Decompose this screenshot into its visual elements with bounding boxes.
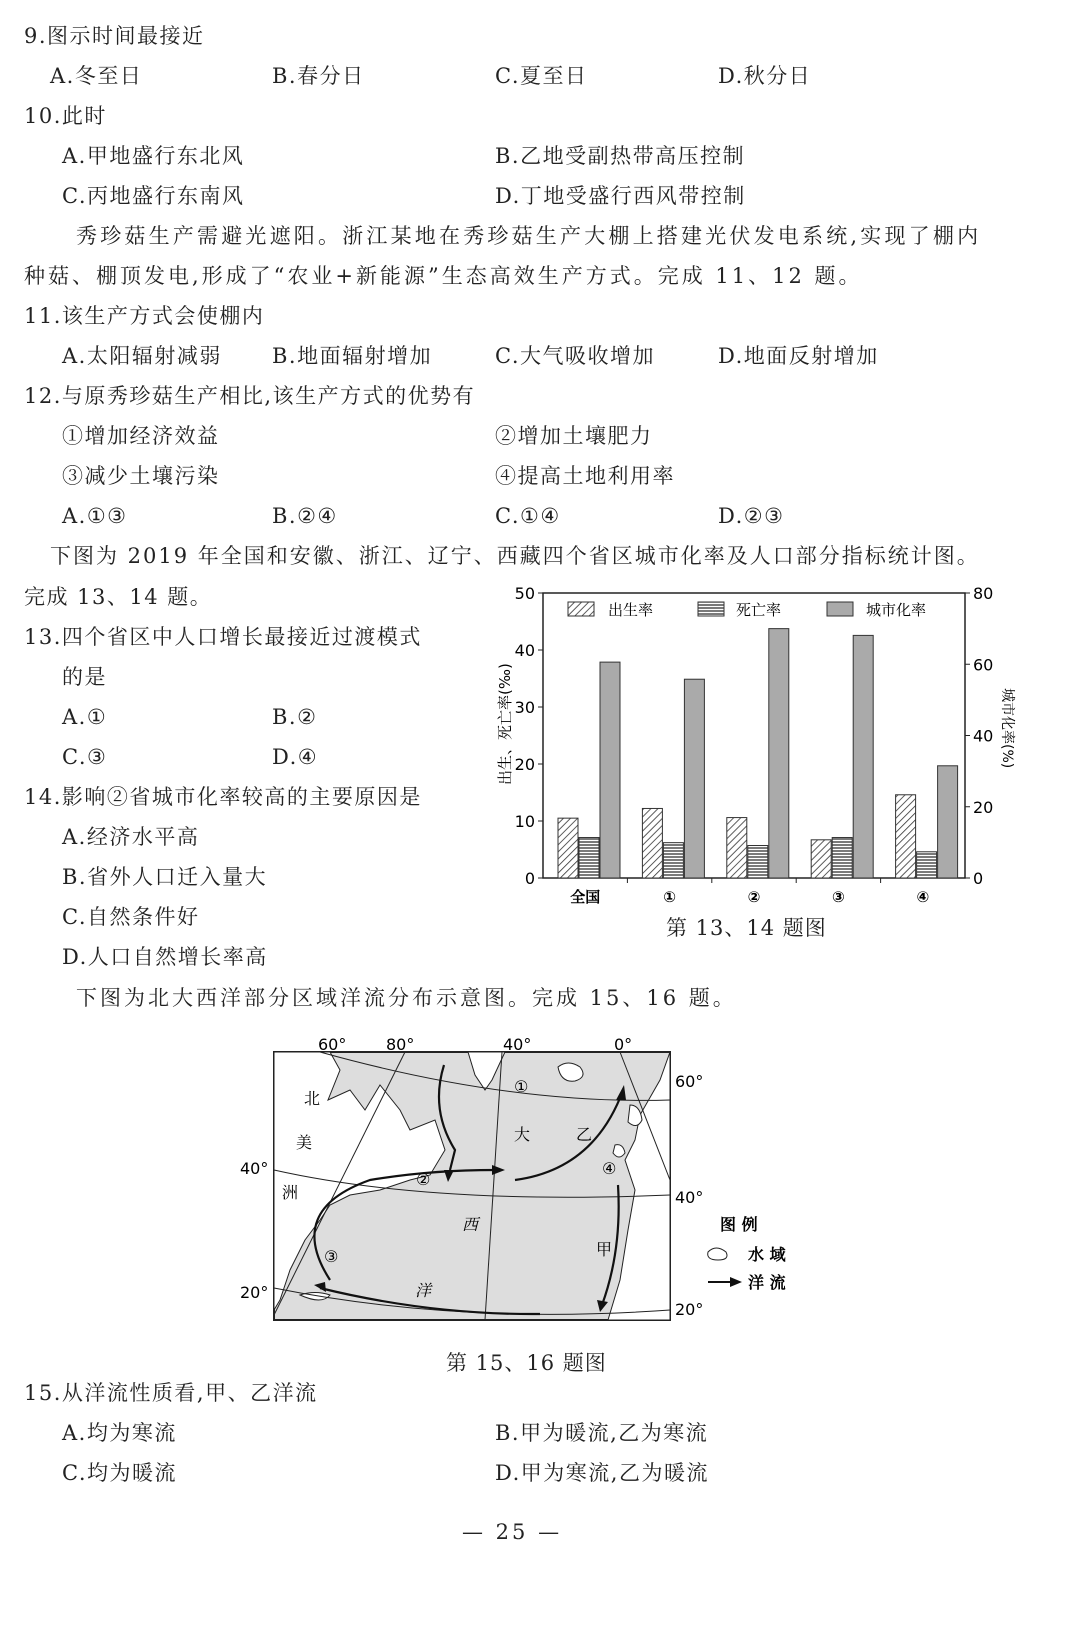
q13-option-c: C.③ [62, 745, 108, 769]
map-legend-water: 水 域 [748, 1245, 786, 1264]
y-tick-label: 10 [514, 812, 535, 831]
q9-option-a: A.冬至日 [50, 64, 143, 88]
lat-label-60: 60° [675, 1072, 704, 1091]
q10-option-d: D.丁地受盛行西风带控制 [495, 184, 746, 208]
q12-item-3: ③减少土壤污染 [62, 464, 220, 488]
y2-tick-label: 40 [973, 726, 994, 746]
q15-option-c: C.均为暖流 [62, 1461, 177, 1485]
q10-stem: 10.此时 [24, 104, 107, 128]
bar-城市化率-① [684, 679, 704, 878]
q13-stem-2: 的是 [62, 665, 107, 689]
lon-label-0: 0° [614, 1035, 633, 1054]
x-tick-label: 全国 [570, 888, 601, 906]
q12-item-2: ②增加土壤肥力 [495, 424, 653, 448]
q14-option-c: C.自然条件好 [62, 905, 200, 929]
marker-2: ② [416, 1170, 431, 1189]
bar-城市化率-全国 [600, 662, 620, 878]
legend-swatch-urban [827, 602, 853, 616]
legend-swatch-death [698, 602, 724, 616]
bar-城市化率-② [769, 629, 789, 878]
q15-stem: 15.从洋流性质看,甲、乙洋流 [24, 1381, 318, 1405]
q12-item-1: ①增加经济效益 [62, 424, 220, 448]
passage2-line1: 下图为 2019 年全国和安徽、浙江、辽宁、西藏四个省区城市化率及人口部分指标统计图。 [50, 544, 980, 568]
q13-option-d: D.④ [272, 745, 319, 769]
q11-option-b: B.地面辐射增加 [272, 344, 433, 368]
bar-出生率-④ [896, 795, 916, 878]
q14-option-a: A.经济水平高 [62, 825, 200, 849]
q9-stem: 9.图示时间最接近 [24, 24, 205, 48]
q10-option-a: A.甲地盛行东北风 [62, 144, 245, 168]
label-mei: 美 [296, 1133, 313, 1152]
lat-label-20-right: 20° [675, 1300, 704, 1319]
x-tick-label: ② [747, 888, 761, 906]
x-tick-label: ③ [832, 888, 845, 906]
legend-death: 死亡率 [736, 601, 782, 619]
q9-option-b: B.春分日 [272, 64, 365, 88]
q9-option-d: D.秋分日 [718, 64, 812, 88]
bar-出生率-① [642, 808, 662, 878]
q12-option-d: D.②③ [718, 504, 785, 528]
chart-caption: 第 13、14 题图 [666, 916, 827, 940]
bar-出生率-全国 [558, 818, 578, 878]
q14-option-b: B.省外人口迁入量大 [62, 865, 268, 889]
x-tick-label: ④ [916, 888, 930, 906]
q14-stem: 14.影响②省城市化率较高的主要原因是 [24, 785, 422, 809]
x-tick-label: ① [663, 888, 676, 906]
y-tick-label: 20 [514, 755, 535, 774]
q11-option-a: A.太阳辐射减弱 [62, 344, 222, 368]
label-zhou: 洲 [282, 1183, 299, 1202]
page-number: — 25 — [462, 1520, 563, 1544]
y2-tick-label: 80 [973, 584, 994, 603]
y2-tick-label: 60 [973, 655, 994, 675]
q9-option-c: C.夏至日 [495, 64, 588, 88]
population-urbanization-chart [490, 580, 1030, 910]
label-yi: 乙 [576, 1125, 593, 1144]
label-da: 大 [514, 1125, 531, 1144]
north-atlantic-currents-map [230, 1030, 830, 1340]
lat-label-20-left: 20° [240, 1283, 269, 1302]
q13-option-b: B.② [272, 705, 318, 729]
q14-option-d: D.人口自然增长率高 [62, 945, 268, 969]
marker-3: ③ [324, 1247, 339, 1266]
q11-option-d: D.地面反射增加 [718, 344, 879, 368]
passage1-line1: 秀珍菇生产需避光遮阳。浙江某地在秀珍菇生产大棚上搭建光伏发电系统,实现了棚内 [76, 224, 982, 248]
map-legend-current: 洋 流 [748, 1273, 786, 1292]
q10-option-c: C.丙地盛行东南风 [62, 184, 245, 208]
y-axis-label: 出生、死亡率(‰) [496, 663, 514, 785]
bar-城市化率-③ [853, 635, 873, 878]
lat-label-40-right: 40° [675, 1188, 704, 1207]
lat-label-40-left: 40° [240, 1159, 269, 1178]
q15-option-d: D.甲为寒流,乙为暖流 [495, 1461, 709, 1485]
legend-urban: 城市化率 [866, 601, 927, 619]
marker-1: ① [514, 1077, 529, 1096]
y-tick-label: 50 [514, 584, 535, 603]
q12-option-b: B.②④ [272, 504, 338, 528]
label-xi: 西 [462, 1215, 479, 1234]
legend-birth: 出生率 [608, 601, 654, 619]
passage2-line2: 完成 13、14 题。 [24, 585, 213, 609]
bar-死亡率-③ [832, 838, 852, 878]
y-tick-label: 0 [524, 869, 535, 888]
marker-4: ④ [602, 1159, 617, 1178]
q13-stem-1: 13.四个省区中人口增长最接近过渡模式 [24, 625, 422, 649]
bar-死亡率-① [663, 843, 683, 878]
y2-axis-label: 城市化率(%) [999, 688, 1015, 769]
q12-option-c: C.①④ [495, 504, 561, 528]
bar-死亡率-② [748, 846, 768, 878]
y-tick-label: 40 [514, 641, 535, 660]
q15-option-b: B.甲为暖流,乙为寒流 [495, 1421, 709, 1445]
q11-option-c: C.大气吸收增加 [495, 344, 655, 368]
lon-label-40: 40° [503, 1035, 532, 1054]
lon-label-60: 60° [318, 1035, 347, 1054]
passage3: 下图为北大西洋部分区域洋流分布示意图。完成 15、16 题。 [76, 986, 737, 1010]
label-bei: 北 [304, 1089, 321, 1108]
y2-tick-label: 0 [973, 869, 984, 888]
map-legend-title: 图 例 [720, 1215, 758, 1234]
bar-死亡率-全国 [579, 838, 599, 878]
q11-stem: 11.该生产方式会使棚内 [24, 304, 265, 328]
bar-城市化率-④ [938, 766, 958, 878]
lon-label-80: 80° [386, 1035, 415, 1054]
map-caption: 第 15、16 题图 [446, 1351, 607, 1375]
q12-item-4: ④提高土地利用率 [495, 464, 675, 488]
y2-tick-label: 20 [973, 797, 994, 817]
bar-出生率-② [727, 818, 747, 878]
q12-option-a: A.①③ [62, 504, 128, 528]
q10-option-b: B.乙地受副热带高压控制 [495, 144, 746, 168]
bar-死亡率-④ [917, 852, 937, 878]
legend-swatch-birth [568, 602, 594, 616]
label-jia: 甲 [596, 1240, 613, 1259]
passage1-line2: 种菇、棚顶发电,形成了“农业+新能源”生态高效生产方式。完成 11、12 题。 [24, 264, 863, 288]
bar-出生率-③ [811, 840, 831, 878]
q12-stem: 12.与原秀珍菇生产相比,该生产方式的优势有 [24, 384, 476, 408]
label-yang: 洋 [415, 1281, 432, 1300]
q15-option-a: A.均为寒流 [62, 1421, 177, 1445]
q13-option-a: A.① [62, 705, 108, 729]
y-tick-label: 30 [514, 698, 535, 717]
legend-water-icon [708, 1248, 727, 1260]
